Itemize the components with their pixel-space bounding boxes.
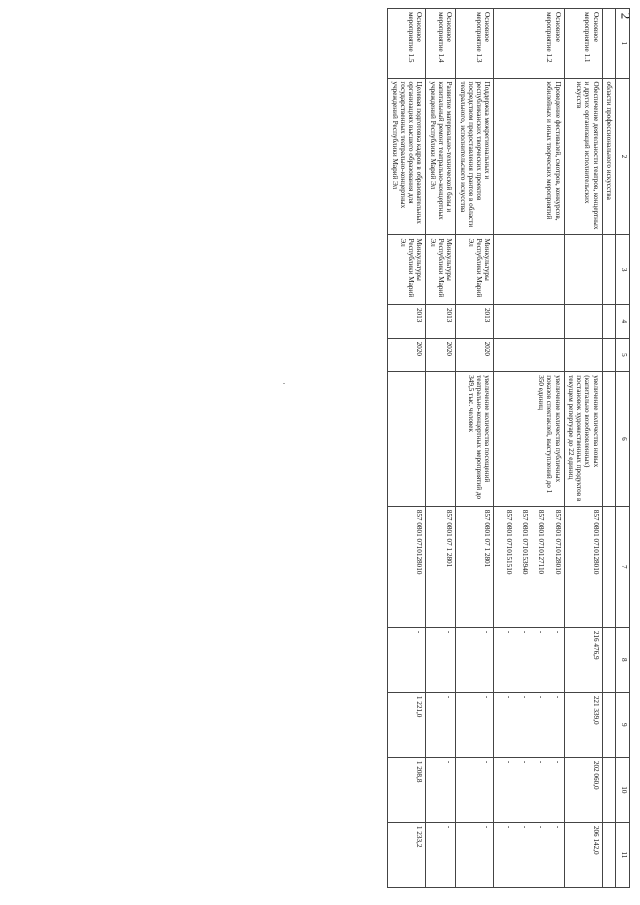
column-header-11: 11 <box>616 822 630 887</box>
cell-col-7 <box>456 506 494 627</box>
cell-col-11 <box>494 822 564 887</box>
cell-col-9 <box>388 692 426 757</box>
cell-col-6 <box>602 372 615 507</box>
cell-value: - <box>415 630 424 634</box>
table-row <box>564 9 602 888</box>
cell-col-10 <box>388 757 426 822</box>
cell-col-3: Минкультуры Республики Марий Эл <box>388 235 426 305</box>
cell-col-4: 2013 <box>388 304 426 338</box>
cell-col-9 <box>456 692 494 757</box>
cell-col-10 <box>564 757 602 822</box>
cell-value: - <box>537 630 546 634</box>
cell-col-3 <box>602 235 615 305</box>
cell-col-4: 2013 <box>426 304 456 338</box>
table-row <box>456 9 494 888</box>
cell-col-8 <box>602 627 615 692</box>
cell-col-9 <box>602 692 615 757</box>
cell-col-1: Основное мероприятие 1.4 <box>426 9 456 79</box>
column-header-2: 2 <box>616 78 630 235</box>
cell-col-8 <box>494 627 564 692</box>
cell-value: 857 0801 0710128010 <box>591 509 600 575</box>
cell-col-4 <box>564 304 602 338</box>
cell-col-2: Обеспечение деятельности театров, концертных и других организаций исполнительских искусств <box>564 78 602 235</box>
cell-col-5: 2020 <box>426 338 456 372</box>
cell-value: 202 060,0 <box>591 760 600 790</box>
cell-col-2: Развитие материально-технической базы и капитальный ремонт театрально-концертных учреждений Республики Марий Эл <box>426 78 456 235</box>
cell-col-10 <box>426 757 456 822</box>
cell-value: - <box>483 825 492 829</box>
cell-col-3: Минкультуры Республики Марий Эл <box>426 235 456 305</box>
column-header-9: 9 <box>616 692 630 757</box>
cell-col-8 <box>388 627 426 692</box>
cell-value: - <box>504 630 513 634</box>
cell-col-3 <box>564 235 602 305</box>
cell-col-10 <box>456 757 494 822</box>
cell-col-4 <box>602 304 615 338</box>
column-header-7: 7 <box>616 506 630 627</box>
cell-value: - <box>483 630 492 634</box>
cell-value: 857 0801 07 1 2801 <box>483 509 492 568</box>
cell-value: - <box>537 695 546 699</box>
cell-col-11 <box>564 822 602 887</box>
cell-col-2: Целевая подготовка кадров в образовательных организациях высшего образования для государственных театрально-концертных учреждений Республики Марий Эл <box>388 78 426 235</box>
header-row <box>616 9 630 888</box>
cell-col-9 <box>494 692 564 757</box>
cell-value: 1 208,8 <box>415 760 424 783</box>
cell-col-6: увеличение количества новых (капитально возобновленных) постановок художественных продуктов в текущем репертуаре до 22 единиц <box>564 372 602 507</box>
cell-value: - <box>553 630 562 634</box>
cell-col-2: Поддержка межрегиональных и республиканских творческих проектов посредством предоставления грантов в области театрального, исполнительского искусства <box>456 78 494 235</box>
cell-value: 1 221,0 <box>415 695 424 718</box>
cell-col-8 <box>456 627 494 692</box>
cell-col-6: увеличение количества посещений театрально-концертных мероприятий до 349,5 тыс. человек <box>456 372 494 507</box>
cell-value: 1 233,2 <box>415 825 424 848</box>
cell-value: 857 0801 0710127110 <box>537 509 546 575</box>
cell-value: - <box>553 825 562 829</box>
cell-col-8 <box>564 627 602 692</box>
cell-col-11 <box>602 822 615 887</box>
column-header-10: 10 <box>616 757 630 822</box>
cell-value: - <box>553 760 562 764</box>
cell-col-10 <box>494 757 564 822</box>
cell-col-10 <box>602 757 615 822</box>
cell-col-5 <box>494 338 564 372</box>
cell-col-11 <box>456 822 494 887</box>
column-header-8: 8 <box>616 627 630 692</box>
cell-value: 857 0801 0710151510 <box>504 509 513 575</box>
cell-col-7 <box>494 506 564 627</box>
column-header-6: 6 <box>616 372 630 507</box>
cell-col-3 <box>494 235 564 305</box>
cell-col-2: области профессионального искусства <box>602 78 615 235</box>
table-row <box>426 9 456 888</box>
cell-col-11 <box>388 822 426 887</box>
column-header-1: 1 <box>616 9 630 79</box>
table-body <box>388 9 616 888</box>
cell-value: - <box>521 825 530 829</box>
table-row <box>388 9 426 888</box>
cell-value: - <box>445 760 454 764</box>
cell-value: - <box>504 825 513 829</box>
cell-value: - <box>445 630 454 634</box>
table-row <box>494 9 564 888</box>
column-header-5: 5 <box>616 338 630 372</box>
cell-col-5 <box>602 338 615 372</box>
cell-col-4 <box>494 304 564 338</box>
cell-col-11 <box>426 822 456 887</box>
cell-col-7 <box>426 506 456 627</box>
cell-value: - <box>553 695 562 699</box>
cell-value: - <box>483 695 492 699</box>
program-measures-table <box>387 8 630 888</box>
cell-col-1: Основное мероприятие 1.1 <box>564 9 602 79</box>
cell-col-9 <box>426 692 456 757</box>
cell-col-5 <box>564 338 602 372</box>
cell-value: - <box>504 695 513 699</box>
cell-col-1 <box>602 9 615 79</box>
cell-value: - <box>537 760 546 764</box>
cell-value: 857 0801 0710128010 <box>553 509 562 575</box>
cell-value: - <box>445 825 454 829</box>
cell-col-4: 2013 <box>456 304 494 338</box>
cell-col-2: Проведение фестивалей, смотров, конкурсов, юбилейных и иных творческих мероприятий <box>494 78 564 235</box>
cell-col-7 <box>602 506 615 627</box>
cell-value: - <box>521 760 530 764</box>
cell-col-5: 2020 <box>456 338 494 372</box>
cell-col-5: 2020 <box>388 338 426 372</box>
cell-value: 857 0801 0710128010 <box>415 509 424 575</box>
cell-col-1: Основное мероприятие 1.2 <box>494 9 564 79</box>
cell-value: - <box>504 760 513 764</box>
cell-col-6 <box>388 372 426 507</box>
table-row <box>602 9 615 888</box>
cell-col-1: Основное мероприятие 1.5 <box>388 9 426 79</box>
cell-value: - <box>537 825 546 829</box>
cell-col-1: Основное мероприятие 1.3 <box>456 9 494 79</box>
column-header-3: 3 <box>616 235 630 305</box>
cell-col-6 <box>426 372 456 507</box>
page-number: 2 <box>617 12 633 20</box>
cell-col-9 <box>564 692 602 757</box>
cell-value: 221 339,0 <box>591 695 600 725</box>
cell-value: 216 476,9 <box>591 630 600 660</box>
cell-value: - <box>483 760 492 764</box>
cell-col-6: увеличение количества публичных показов спектаклей, выступлений до 1 350 единиц <box>494 372 564 507</box>
cell-value: 206 142,0 <box>591 825 600 855</box>
rotated-table-wrapper <box>110 8 630 888</box>
cell-col-7 <box>564 506 602 627</box>
cell-value: 857 0801 07 1 2801 <box>445 509 454 568</box>
column-header-4: 4 <box>616 304 630 338</box>
cell-col-8 <box>426 627 456 692</box>
cell-col-3: Минкультуры Республики Марий Эл <box>456 235 494 305</box>
cell-value: - <box>521 695 530 699</box>
cell-col-7 <box>388 506 426 627</box>
cell-value: - <box>445 695 454 699</box>
cell-value: - <box>521 630 530 634</box>
cell-value: 857 0801 0710153940 <box>521 509 530 575</box>
